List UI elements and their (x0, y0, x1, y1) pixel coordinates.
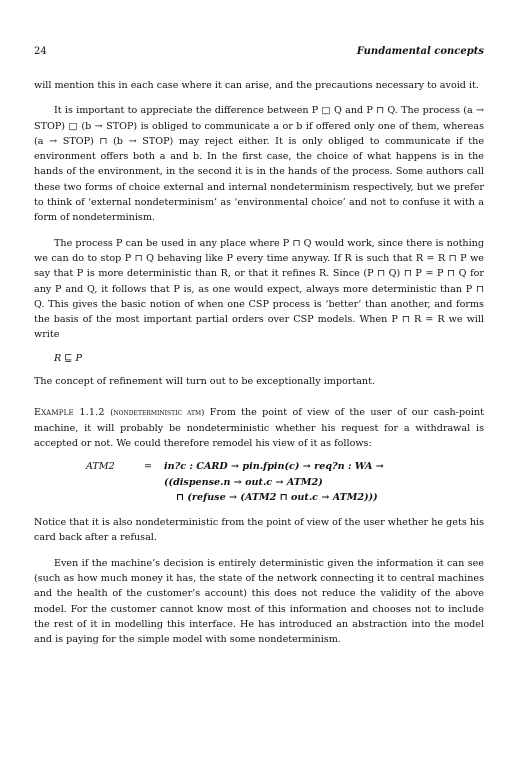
paragraph-determinism: The process P can be used in any place where P ⊓ Q would work, since there is nothing we can do to stop P ⊓ Q behaving like P every time anyway. If R is such that R = R ⊓ P we say that P is more deterministic than R, or that it refines R. Since (P ⊓ Q) ⊓ P = P ⊓ Q for any P and Q, it follows that P is, as one would expect, always more deterministic than P ⊓ Q. This gives the basic notion of when one CSP process is ‘better’ than another, and forms the basis of the most important partial orders over CSP models. When P ⊓ R = R we will write (34, 237, 484, 341)
paragraph-refinement-note: The concept of refinement will turn out to be exceptionally important. (34, 376, 376, 388)
paragraph-continuation: will mention this in each case where it can arise, and the precautions necessary to avoid it. (34, 80, 479, 91)
example-paragraph (34, 405, 484, 451)
atm2-line-3 (86, 490, 484, 505)
example-label: Example 1.1.2 (34, 407, 105, 419)
example-subtitle: (nondeterministic atm) (110, 407, 205, 418)
example-text: From the point of view of the user of our cash-point machine, it will probably be nondeterministic whether his request for a withdrawal is accepted or not. We could therefore remodel his view of it as follows: (34, 407, 484, 449)
running-title: Fundamental concepts (356, 46, 484, 57)
paragraph-choice-difference: It is important to appreciate the difference between P □ Q and P ⊓ Q. The process (a → STOP) □ (b → STOP) is obliged to communicate a or b if offered only one of them, whereas (a → STOP) ⊓ (b → STOP) may reject either. It is only obliged to communicate if the environment offers both a and b. In the first case, the choice of what happens is in the hands of the environment, in the second it is in the hands of the process. Some authors call these two forms of choice external and internal nondeterminism respectively, but we prefer to think of ‘external nondeterminism’ as ‘environmental choice’ and not to confuse it with a form of nondeterminism. (34, 105, 484, 224)
paragraph-card-back: Notice that it is also nondeterministic from the point of view of the user whether he gets his card back after a refusal. (34, 517, 484, 544)
atm2-line2-text: ((dispense.n → out.c → ATM2) (164, 476, 323, 488)
atm2-equals: = (144, 461, 153, 473)
atm2-lhs: ATM2 (86, 461, 115, 473)
paragraph-abstraction: Even if the machine’s decision is entirely deterministic given the information it can see (such as how much money it has, the state of the network connecting it to central machines and the health of the customer’s account) this does not reduce the validity of the above model. For the customer cannot know most of this information and chooses not to include the rest of it in modelling this interface. He has introduced an abstraction into the model and is paying for the simple model with some nondeterminism. (34, 557, 484, 646)
page-number: 24 (34, 46, 47, 57)
atm2-line-1 (86, 459, 484, 474)
page-body (34, 78, 484, 648)
atm2-line3-text: ⊓ (refuse → (ATM2 ⊓ out.c → ATM2))) (176, 491, 378, 503)
atm2-line-2 (86, 475, 484, 490)
refinement-formula: R ⊑ P (54, 352, 82, 364)
atm2-line1-text: in?c : CARD → pin.fpin(c) → req?n : WA → (164, 461, 384, 473)
atm2-definition (86, 459, 484, 505)
